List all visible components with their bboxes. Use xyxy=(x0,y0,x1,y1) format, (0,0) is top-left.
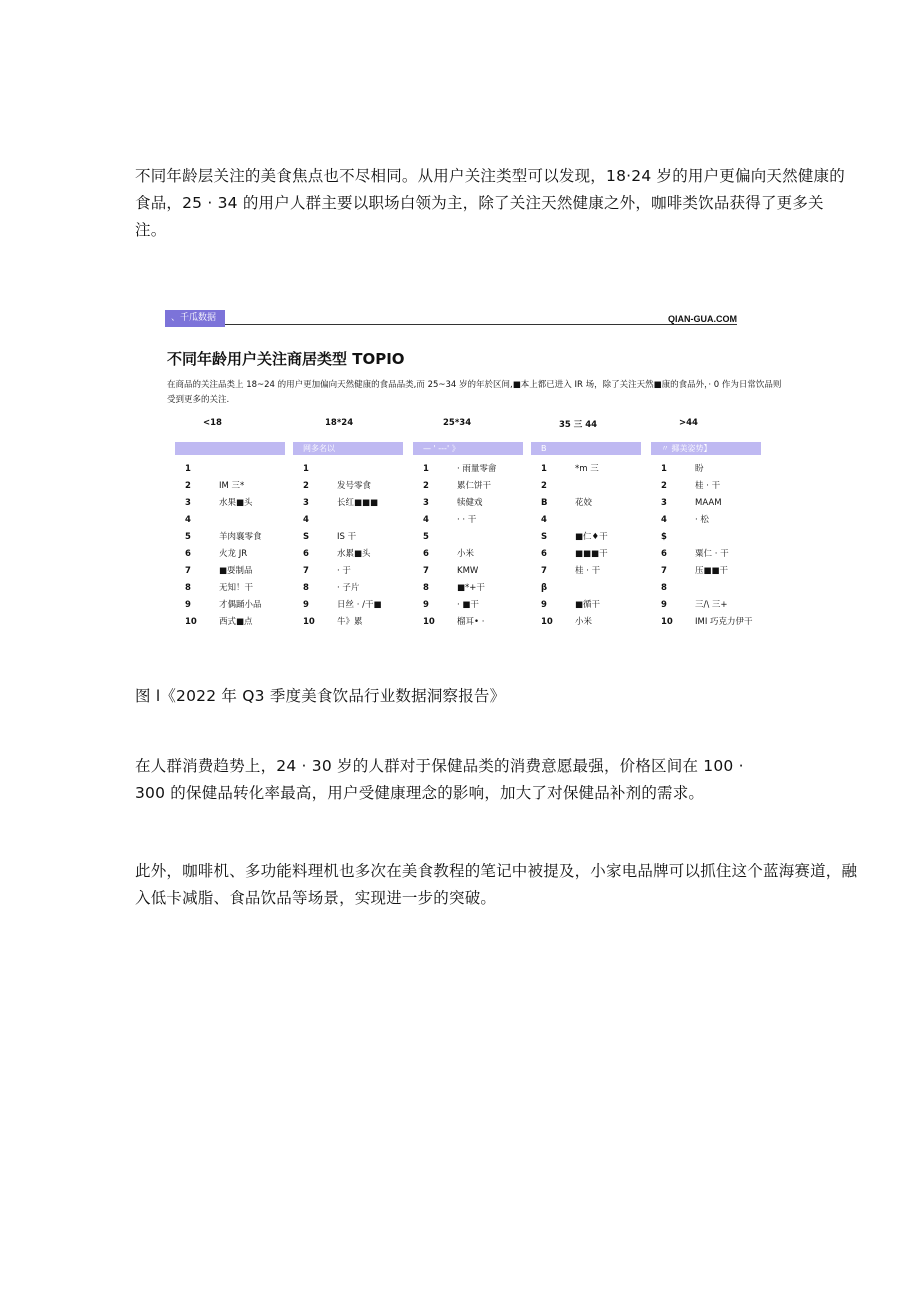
rank-category: 盼 xyxy=(695,464,704,474)
rank-category: IS 干 xyxy=(337,532,357,542)
rank-category: MAAM xyxy=(695,498,722,508)
rank-number: 9 xyxy=(303,600,309,610)
rank-number: $ xyxy=(661,532,667,542)
rank-number: 7 xyxy=(423,566,429,576)
paragraph-line: 注。 xyxy=(135,221,167,239)
rank-category: 无知！干 xyxy=(219,583,254,593)
rank-row xyxy=(413,495,523,512)
rank-number: S xyxy=(541,532,548,542)
rank-number: 5 xyxy=(423,532,429,542)
rank-number: 4 xyxy=(303,515,309,525)
rank-number: 3 xyxy=(303,498,309,508)
rank-row xyxy=(531,580,641,597)
rank-row xyxy=(175,614,285,631)
rank-row xyxy=(651,597,761,614)
rank-category: ■循干 xyxy=(575,600,601,610)
rank-row xyxy=(531,478,641,495)
rank-category: 西式■点 xyxy=(219,617,253,627)
rank-row xyxy=(175,580,285,597)
column-header: <18 xyxy=(203,418,222,428)
rank-number: 9 xyxy=(185,600,191,610)
paragraph-line: 300 的保健品转化率最高，用户受健康理念的影响，加大了对保健品补剂的需求。 xyxy=(135,784,705,802)
rank-number: 6 xyxy=(303,549,309,559)
brand-label: 、千瓜数据 xyxy=(165,310,225,327)
rank-category: 长红■■■ xyxy=(337,498,379,508)
rank-number: 3 xyxy=(185,498,191,508)
rank-row xyxy=(651,495,761,512)
rank-number: 4 xyxy=(661,515,667,525)
rank-category: · 雨量零畲 xyxy=(457,464,497,474)
rank-category: ■*+干 xyxy=(457,583,485,593)
rank-row xyxy=(175,529,285,546)
rank-row xyxy=(175,597,285,614)
rank-row xyxy=(531,512,641,529)
rank-number: 9 xyxy=(541,600,547,610)
column-header: 25*34 xyxy=(443,418,472,428)
rank-category: ■■■干 xyxy=(575,549,608,559)
rank-row xyxy=(413,512,523,529)
rank-number: 8 xyxy=(423,583,429,593)
rank-row xyxy=(175,461,285,478)
rank-number: 2 xyxy=(541,481,547,491)
rank-category: 花姣 xyxy=(575,498,593,508)
appliance-paragraph xyxy=(135,858,858,912)
rank-category: 累仁饼干 xyxy=(457,481,492,491)
rank-number: 7 xyxy=(661,566,667,576)
rank-row xyxy=(413,529,523,546)
ranking-figure xyxy=(165,310,782,640)
rank-row xyxy=(293,461,403,478)
rank-category: 日丝 · /干■ xyxy=(337,600,382,610)
rank-row xyxy=(293,597,403,614)
rank-number: 6 xyxy=(185,549,191,559)
rank-category: · ■干 xyxy=(457,600,479,610)
rank-row xyxy=(651,478,761,495)
rank-number: 6 xyxy=(661,549,667,559)
rank-number: 2 xyxy=(303,481,309,491)
rank-category: ■耍制品 xyxy=(219,566,253,576)
rank-category: 桂 · 干 xyxy=(575,566,601,576)
rank-number: 8 xyxy=(661,583,667,593)
rank-number: 10 xyxy=(303,617,315,627)
rank-number: 4 xyxy=(185,515,191,525)
rank-number: 2 xyxy=(661,481,667,491)
paragraph-line: 入低卡减脂、食品饮品等场景，实现进一步的突破。 xyxy=(135,889,497,907)
rank-number: 9 xyxy=(661,600,667,610)
rank-number: 10 xyxy=(423,617,435,627)
rank-row xyxy=(293,563,403,580)
rank-category: 才偶踊小品 xyxy=(219,600,262,610)
rank-category: IMI 巧克力伊干 xyxy=(695,617,753,627)
rank-row xyxy=(531,495,641,512)
header-rule xyxy=(225,324,737,325)
rank-category: ■仁♦干 xyxy=(575,532,608,542)
rank-number: 1 xyxy=(661,464,667,474)
rank-number: 1 xyxy=(541,464,547,474)
rank-category: 发号零食 xyxy=(337,481,372,491)
rank-category: 桂 · 干 xyxy=(695,481,721,491)
rank-number: β xyxy=(541,583,548,593)
column-bar-label: 网多名以 xyxy=(303,444,335,453)
rank-row xyxy=(413,546,523,563)
rank-category: · 松 xyxy=(695,515,709,525)
rank-row xyxy=(531,546,641,563)
rank-number: 6 xyxy=(423,549,429,559)
rank-number: 3 xyxy=(661,498,667,508)
rank-category: 火龙 JR xyxy=(219,549,248,559)
paragraph-line: 此外，咖啡机、多功能料理机也多次在美食教程的笔记中被提及，小家电品牌可以抓住这个蓝海赛道，融 xyxy=(135,862,858,880)
column-bar-label: — ' ---' 》 xyxy=(423,444,460,453)
paragraph-line: 不同年龄层关注的美食焦点也不尽相同。从用户关注类型可以发现，18·24 岁的用户更偏向天然健康的 xyxy=(135,167,845,185)
rank-row xyxy=(651,563,761,580)
rank-number: 4 xyxy=(541,515,547,525)
column-header: 18*24 xyxy=(325,418,354,428)
rank-category: 水累■头 xyxy=(337,549,371,559)
column-bar xyxy=(175,442,285,455)
rank-row xyxy=(651,461,761,478)
rank-row xyxy=(651,580,761,597)
column-bar-label: B xyxy=(541,444,547,453)
rank-number: B xyxy=(541,498,548,508)
paragraph-line: 在人群消费趋势上，24 · 30 岁的人群对于保健品类的消费意愿最强，价格区间在 100 · xyxy=(135,757,744,775)
rank-number: 1 xyxy=(303,464,309,474)
rank-category: 三/\ 三+ xyxy=(695,600,728,610)
rank-row xyxy=(175,478,285,495)
rank-row xyxy=(293,495,403,512)
rank-row xyxy=(413,563,523,580)
rank-category: KMW xyxy=(457,566,479,576)
rank-number: 1 xyxy=(423,464,429,474)
rank-category: 压■■干 xyxy=(695,566,729,576)
rank-row xyxy=(175,512,285,529)
rank-row xyxy=(651,546,761,563)
rank-category: *m 三 xyxy=(575,464,599,474)
rank-row xyxy=(293,478,403,495)
figure-caption: 图 l《2022 年 Q3 季度美食饮品行业数据洞察报告》 xyxy=(135,687,506,705)
rank-row xyxy=(413,461,523,478)
figure-description xyxy=(167,378,782,408)
rank-category: IM 三* xyxy=(219,481,245,491)
rank-row xyxy=(293,512,403,529)
rank-number: 7 xyxy=(185,566,191,576)
rank-number: 5 xyxy=(185,532,191,542)
rank-row xyxy=(175,546,285,563)
column-header: 35 三 44 xyxy=(559,420,598,430)
rank-number: S xyxy=(303,532,310,542)
rank-row xyxy=(293,529,403,546)
rank-row xyxy=(531,563,641,580)
rank-number: 1 xyxy=(185,464,191,474)
description-line: 受到更多的关注. xyxy=(167,395,230,405)
rank-category: 榴耳• · xyxy=(457,617,485,627)
rank-row xyxy=(531,529,641,546)
rank-category: 水果■头 xyxy=(219,498,253,508)
rank-number: 7 xyxy=(541,566,547,576)
rank-row xyxy=(531,597,641,614)
column-bar xyxy=(531,442,641,455)
rank-row xyxy=(413,580,523,597)
rank-row xyxy=(651,529,761,546)
rank-category: · · 干 xyxy=(457,515,477,525)
rank-row xyxy=(293,546,403,563)
rank-row xyxy=(531,614,641,631)
rank-number: 10 xyxy=(541,617,553,627)
trend-paragraph xyxy=(135,753,780,807)
rank-category: 牛》累 xyxy=(337,617,363,627)
rank-row xyxy=(651,614,761,631)
intro-paragraph xyxy=(135,163,845,244)
rank-number: 2 xyxy=(185,481,191,491)
rank-category: 小米 xyxy=(575,617,593,627)
rank-row xyxy=(175,563,285,580)
rank-category: 犊健戏 xyxy=(457,498,483,508)
rank-row xyxy=(413,614,523,631)
rank-row xyxy=(175,495,285,512)
rank-number: 8 xyxy=(303,583,309,593)
column-bar xyxy=(413,442,523,455)
column-bar-label xyxy=(175,444,185,453)
column-bar xyxy=(293,442,403,455)
column-bar xyxy=(651,442,761,455)
rank-number: 6 xyxy=(541,549,547,559)
rank-number: 2 xyxy=(423,481,429,491)
rank-row xyxy=(413,597,523,614)
column-bar-label: 〃 揶美姿势】 xyxy=(661,444,712,453)
rank-number: 10 xyxy=(185,617,197,627)
rank-row xyxy=(413,478,523,495)
rank-number: 4 xyxy=(423,515,429,525)
rank-category: 小米 xyxy=(457,549,475,559)
rank-category: · 子片 xyxy=(337,583,360,593)
rank-number: 7 xyxy=(303,566,309,576)
site-url: QIAN-GUA.COM xyxy=(668,314,737,324)
figure-title: 不同年龄用户关注商居类型 TOPIO xyxy=(167,350,405,368)
rank-row xyxy=(293,580,403,597)
column-header: >44 xyxy=(679,418,698,428)
rank-number: 3 xyxy=(423,498,429,508)
rank-row xyxy=(531,461,641,478)
rank-category: · 于 xyxy=(337,566,351,576)
rank-number: 10 xyxy=(661,617,673,627)
rank-category: 羊肉襄零食 xyxy=(219,532,262,542)
rank-category: 粟仁 · 干 xyxy=(695,549,729,559)
description-line: 在商品的关注品类上 18~24 的用户更加偏向天然健康的食品品类,而 25~34 岁的年於区间,■本上都已进入 IR 场，除了关注天然■康的食品外，· 0 作为日常饮品则 xyxy=(167,380,782,390)
rank-row xyxy=(651,512,761,529)
rank-row xyxy=(293,614,403,631)
paragraph-line: 食品，25 · 34 的用户人群主要以职场白领为主，除了关注天然健康之外，咖啡类饮品获得了更多关 xyxy=(135,194,824,212)
rank-number: 8 xyxy=(185,583,191,593)
rank-number: 9 xyxy=(423,600,429,610)
